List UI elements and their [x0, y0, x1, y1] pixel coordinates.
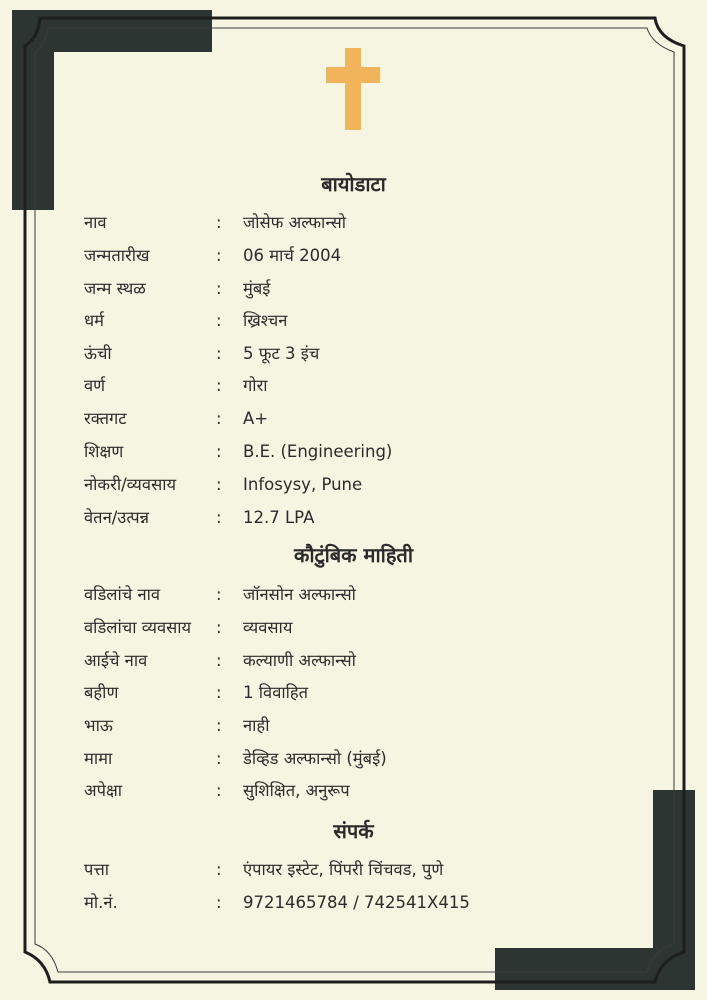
- row-separator: :: [216, 618, 222, 637]
- section-title: बायोडाटा: [321, 172, 386, 196]
- row-label: नाव: [84, 213, 107, 232]
- row-label: मो.नं.: [84, 893, 118, 912]
- row-value: नाही: [243, 716, 270, 735]
- row-label: शिक्षण: [84, 442, 124, 461]
- row-label: मामा: [84, 749, 113, 768]
- section-title: संपर्क: [333, 819, 374, 843]
- row-separator: :: [216, 311, 222, 330]
- row-value: 9721465784 / 742541X415: [243, 893, 470, 912]
- row-label: नोकरी/व्यवसाय: [84, 475, 177, 494]
- row-separator: :: [216, 716, 222, 735]
- row-separator: :: [216, 651, 222, 670]
- row-value: व्यवसाय: [243, 618, 293, 637]
- row-value: B.E. (Engineering): [243, 442, 393, 461]
- row-label: जन्मतारीख: [84, 246, 150, 265]
- row-value: 06 मार्च 2004: [243, 246, 342, 265]
- row-label: जन्म स्थळ: [84, 279, 146, 298]
- row-value: सुशिक्षित, अनुरूप: [243, 781, 350, 800]
- row-separator: :: [216, 344, 222, 363]
- row-label: अपेक्षा: [84, 781, 123, 800]
- row-value: Infosysy, Pune: [243, 475, 363, 494]
- row-value: 12.7 LPA: [243, 508, 315, 527]
- section-title: कौटुंबिक माहिती: [293, 543, 414, 567]
- row-label: वडिलांचे नाव: [84, 585, 161, 604]
- row-label: रक्तगट: [84, 409, 127, 428]
- row-value: जोसेफ अल्फान्सो: [243, 213, 347, 232]
- row-label: ऊंची: [84, 344, 112, 363]
- row-value: 5 फूट 3 इंच: [243, 344, 320, 363]
- row-separator: :: [216, 860, 222, 879]
- row-value: डेव्हिड अल्फान्सो (मुंबई): [243, 749, 387, 768]
- row-label: धर्म: [84, 311, 105, 330]
- row-label: पत्ता: [84, 860, 110, 879]
- row-value: गोरा: [243, 376, 268, 395]
- row-separator: :: [216, 409, 222, 428]
- row-value: ख्रिश्चन: [243, 311, 288, 330]
- row-value: मुंबई: [243, 279, 271, 298]
- cross-icon: [326, 48, 380, 130]
- row-label: वडिलांचा व्यवसाय: [84, 618, 192, 637]
- row-separator: :: [216, 279, 222, 298]
- row-separator: :: [216, 893, 222, 912]
- row-separator: :: [216, 213, 222, 232]
- row-value: 1 विवाहित: [243, 683, 309, 702]
- row-separator: :: [216, 585, 222, 604]
- row-value: A+: [243, 409, 269, 428]
- row-label: भाऊ: [84, 716, 113, 735]
- row-separator: :: [216, 475, 222, 494]
- row-separator: :: [216, 246, 222, 265]
- row-value: कल्याणी अल्फान्सो: [243, 651, 356, 670]
- row-separator: :: [216, 781, 222, 800]
- row-separator: :: [216, 683, 222, 702]
- row-separator: :: [216, 376, 222, 395]
- row-value: जॉनसोन अल्फान्सो: [243, 585, 356, 604]
- row-label: बहीण: [84, 683, 119, 702]
- row-label: वर्ण: [84, 376, 106, 395]
- row-label: वेतन/उत्पन्न: [84, 508, 150, 527]
- row-separator: :: [216, 442, 222, 461]
- row-value: एंपायर इस्टेट, पिंपरी चिंचवड, पुणे: [243, 860, 444, 879]
- row-separator: :: [216, 749, 222, 768]
- row-separator: :: [216, 508, 222, 527]
- row-label: आईचे नाव: [84, 651, 148, 670]
